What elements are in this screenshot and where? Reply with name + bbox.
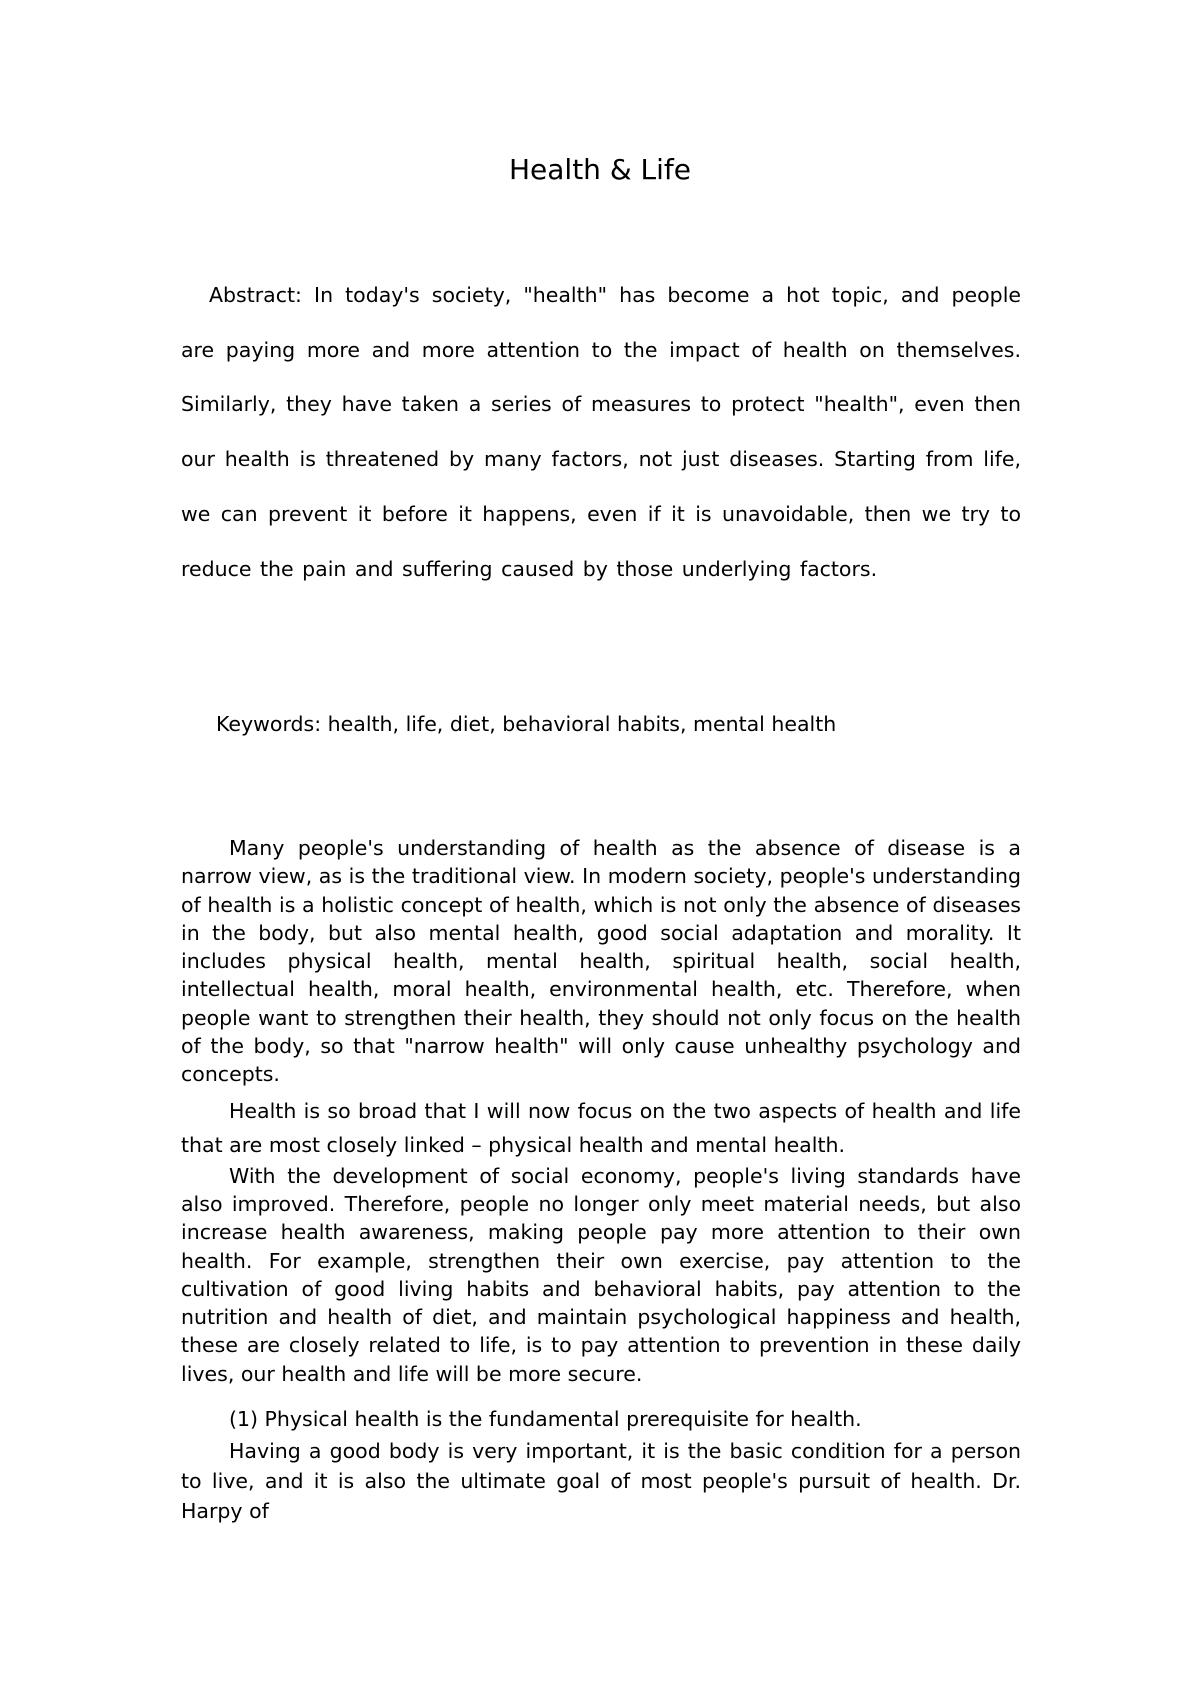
document-title: Health & Life bbox=[508, 153, 692, 186]
body-paragraph: Health is so broad that I will now focus on the two aspects of health and life that are most closely linked – physical health and mental health. bbox=[181, 1098, 1021, 1157]
abstract-paragraph: Abstract: In today's society, "health" has become a hot topic, and people are paying more and more attention to the impact of health on themselves. Similarly, they have taken a series of measures to protect "health", even then our health is threatened by many factors, not just diseases. Starting from life, we can prevent it before it happens, even if it is unavoidable, then we try to reduce the pain and suffering caused by those underlying factors. bbox=[181, 283, 1021, 581]
body-text bbox=[181, 834, 1021, 1526]
body-paragraph: With the development of social economy, people's living standards have also improved. Therefore, people no longer only meet material needs, but also increase health awareness, making people pay more attention to their own health. For example, strengthen their own exercise, pay attention to the cultivation of good living habits and behavioral habits, pay attention to the nutrition and health of diet, and maintain psychological happiness and health, these are closely related to life, is to pay attention to prevention in these daily lives, our health and life will be more secure. bbox=[181, 1163, 1021, 1386]
body-paragraph: Having a good body is very important, it is the basic condition for a person to live, and it is also the ultimate goal of most people's pursuit of health. Dr. Harpy of bbox=[181, 1439, 1021, 1524]
keywords-line: Keywords: health, life, diet, behavioral habits, mental health bbox=[216, 712, 837, 736]
section-heading: (1) Physical health is the fundamental prerequisite for health. bbox=[229, 1407, 862, 1432]
body-paragraph: Many people's understanding of health as the absence of disease is a narrow view, as is the traditional view. In modern society, people's understanding of health is a holistic concept of health, which is not only the absence of diseases in the body, but also mental health, good social adaptation and morality. It includes physical health, mental health, spiritual health, social health, intellectual health, moral health, environmental health, etc. Therefore, when people want to strengthen their health, they should not only focus on the health of the body, so that "narrow health" will only cause unhealthy psychology and concepts. bbox=[181, 836, 1021, 1087]
